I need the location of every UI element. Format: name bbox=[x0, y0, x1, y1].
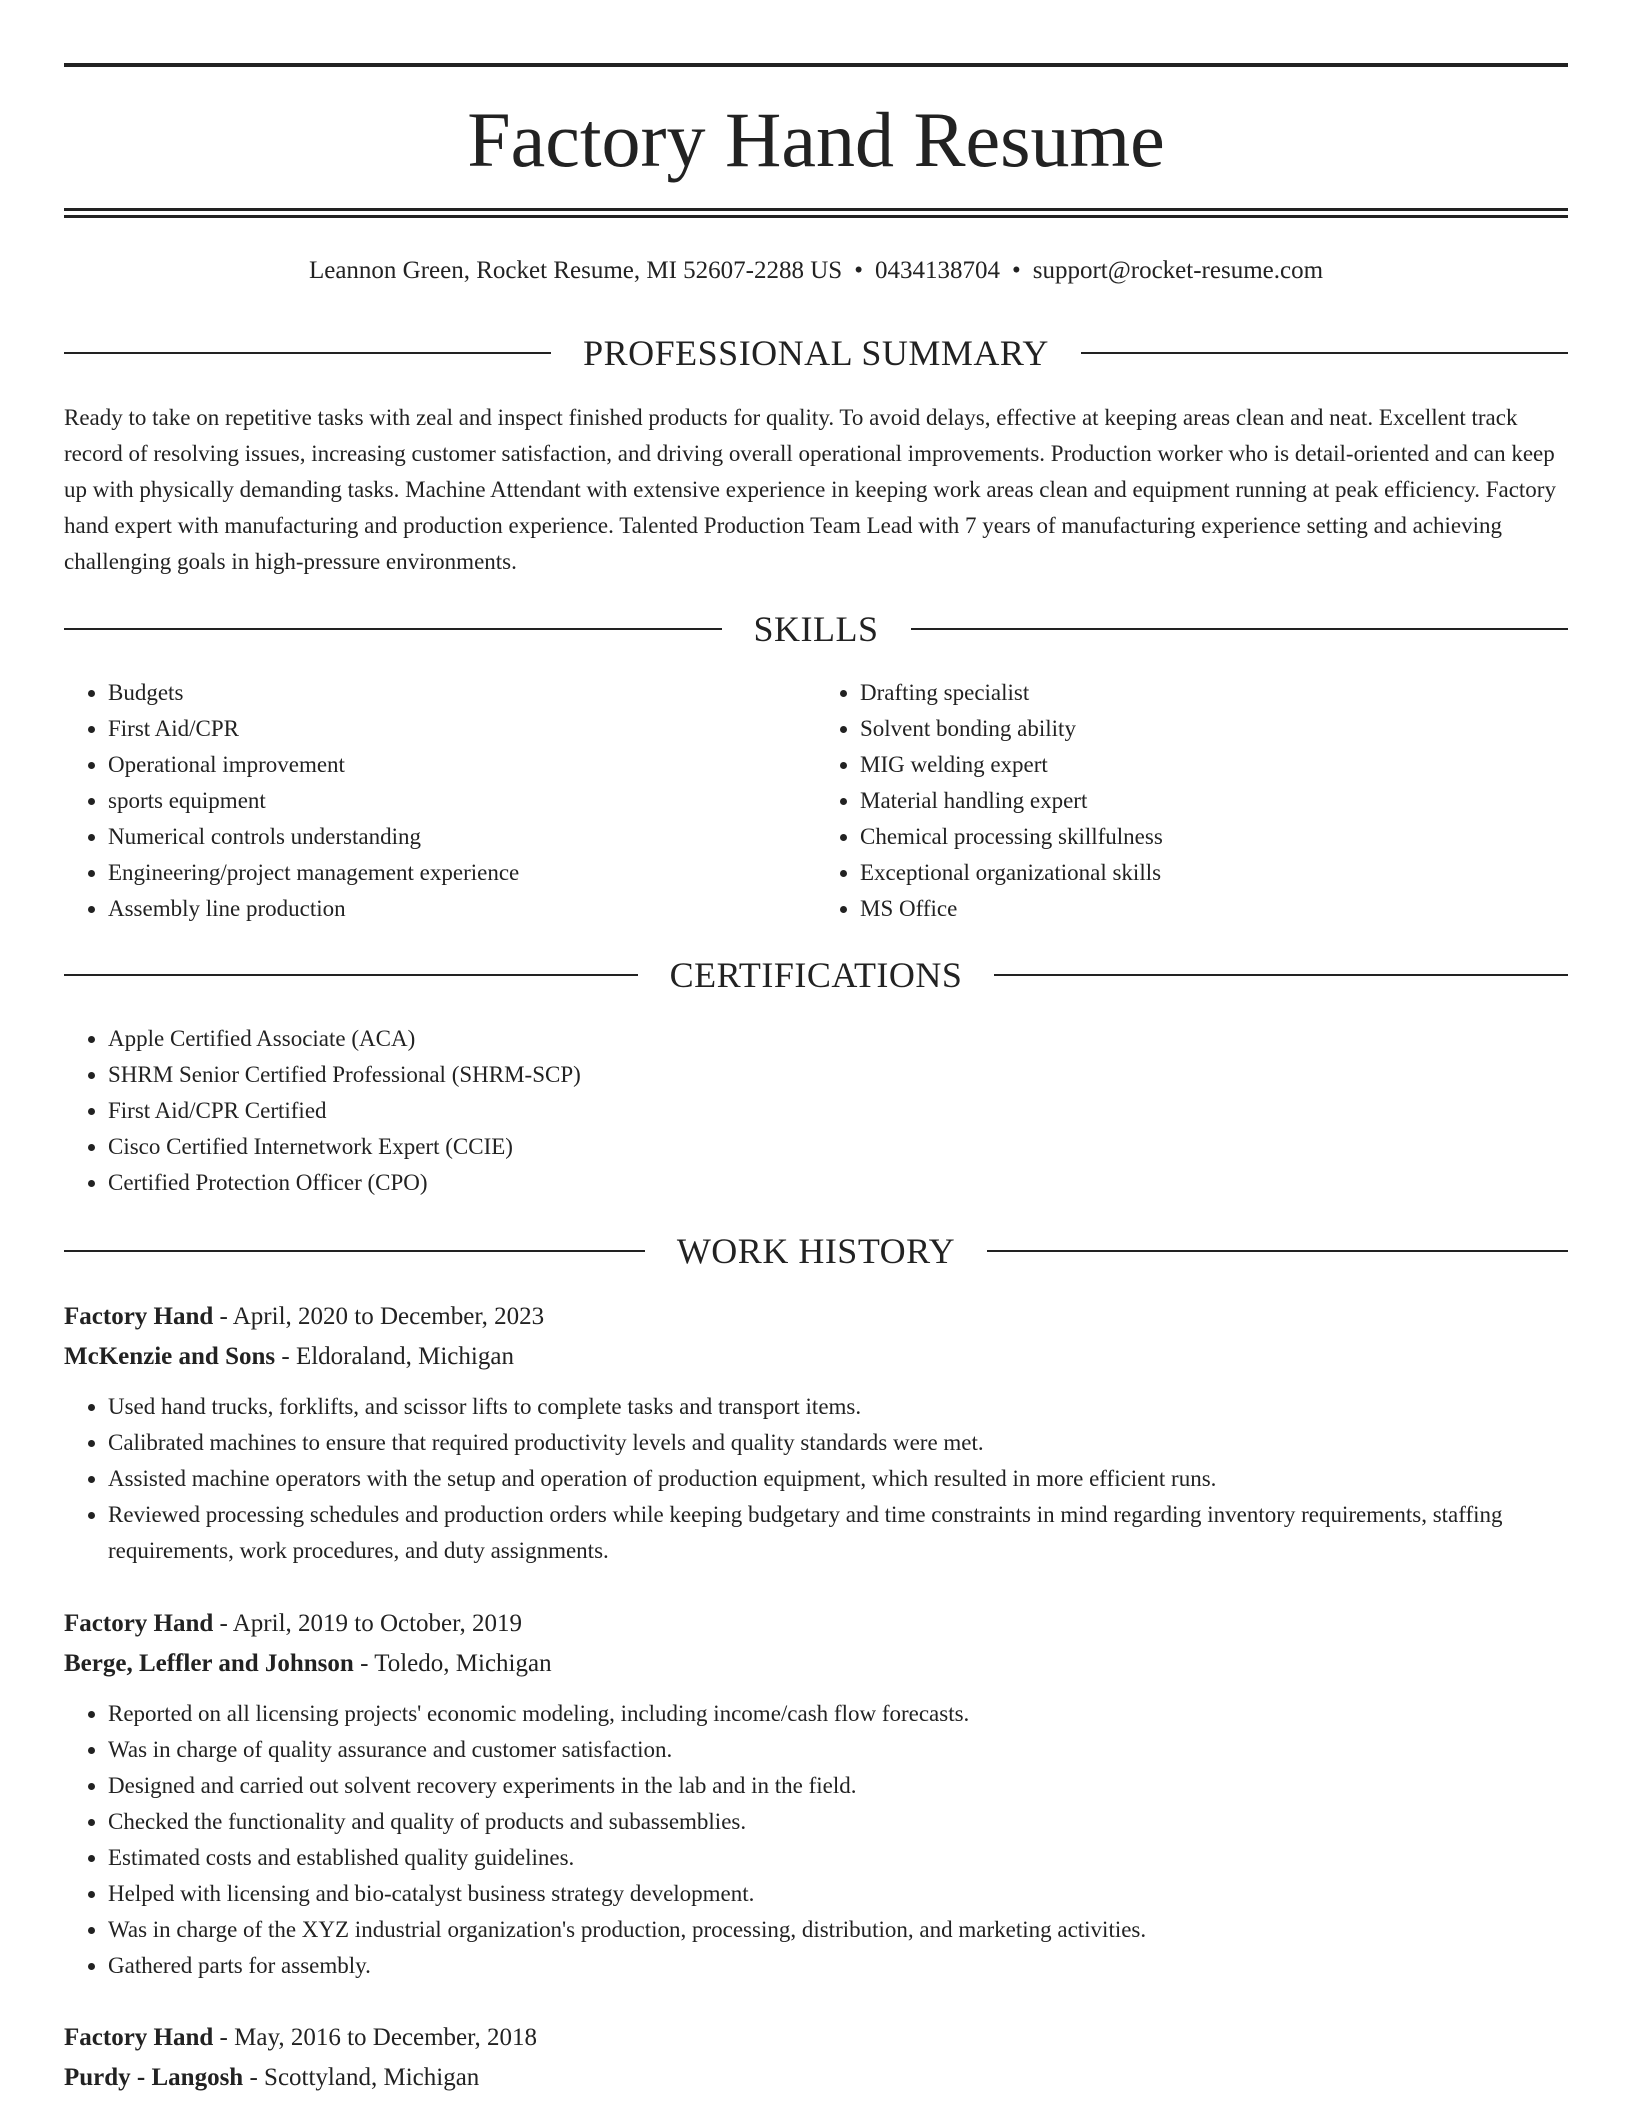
skills-list-left bbox=[64, 675, 816, 927]
job-duty-item: • Reported on all licensing projects' economic modeling, including income/cash flow forecasts. bbox=[108, 1696, 1568, 1732]
skill-item: • First Aid/CPR bbox=[108, 711, 816, 747]
skill-item: • Drafting specialist bbox=[860, 675, 1568, 711]
contact-separator: • bbox=[854, 257, 863, 284]
job-duty-item: • Designed and carried out solvent recovery experiments in the lab and in the field. bbox=[108, 1768, 1568, 1804]
contact-email: support@rocket-resume.com bbox=[1032, 257, 1324, 284]
job-company-line bbox=[64, 2058, 1568, 2098]
certifications-list bbox=[64, 1021, 1568, 1201]
divider-line bbox=[64, 974, 638, 976]
job-duty-item: • Gathered parts for assembly. bbox=[108, 1948, 1568, 1984]
job-duty-item: • Assisted machine operators with the setup and operation of production equipment, which resulted in more efficient runs. bbox=[108, 1461, 1568, 1497]
skill-item: • Material handling expert bbox=[860, 783, 1568, 819]
job-duty-item: • Used hand trucks, forklifts, and scissor lifts to complete tasks and transport items. bbox=[108, 1389, 1568, 1425]
header-double-rule-lower bbox=[64, 215, 1568, 218]
job-location: - Eldoraland, Michigan bbox=[275, 1343, 514, 1370]
work-history-heading-label: WORK HISTORY bbox=[676, 1231, 956, 1271]
job-duty-item: • Was in charge of quality assurance and customer satisfaction. bbox=[108, 1732, 1568, 1768]
summary-section-heading bbox=[64, 331, 1568, 375]
summary-heading-label: PROFESSIONAL SUMMARY bbox=[583, 333, 1049, 373]
job-duty-item: • Helped with licensing and bio-catalyst business strategy development. bbox=[108, 1876, 1568, 1912]
job-company-line bbox=[64, 1644, 1568, 1684]
certification-item: • SHRM Senior Certified Professional (SHRM-SCP) bbox=[108, 1057, 1568, 1093]
divider-line bbox=[64, 352, 551, 354]
certifications-section-heading bbox=[64, 953, 1568, 997]
header-double-rule-upper bbox=[64, 208, 1568, 211]
skill-item: • MS Office bbox=[860, 891, 1568, 927]
certifications-heading-label: CERTIFICATIONS bbox=[669, 955, 963, 995]
job-title: Factory Hand bbox=[64, 1303, 214, 1330]
skill-item: • Budgets bbox=[108, 675, 816, 711]
resume-title: Factory Hand Resume bbox=[467, 96, 1165, 183]
divider-line bbox=[987, 1250, 1568, 1252]
job-company-line bbox=[64, 1337, 1568, 1377]
divider-line bbox=[64, 1250, 645, 1252]
divider-line bbox=[994, 974, 1568, 976]
job-duties-list bbox=[64, 1696, 1568, 1984]
skills-list-right bbox=[816, 675, 1568, 927]
job-location: - Scottyland, Michigan bbox=[243, 2064, 480, 2091]
job-duty-item: • Was in charge of the XYZ industrial organization's production, processing, distribution, and marketing activities. bbox=[108, 1912, 1568, 1948]
contact-separator: • bbox=[1011, 257, 1021, 284]
job-title-line bbox=[64, 1297, 1568, 1337]
job-dates: - April, 2019 to October, 2019 bbox=[213, 1610, 522, 1637]
skills-section-heading bbox=[64, 607, 1568, 651]
certifications-block bbox=[64, 1021, 1568, 1201]
job-duty-item: • Reviewed processing schedules and production orders while keeping budgetary and time constraints in mind regarding inventory requirements, staffing requirements, work procedures, and duty assignments. bbox=[108, 1497, 1568, 1569]
skills-heading-label: SKILLS bbox=[753, 609, 879, 649]
job-dates: - April, 2020 to December, 2023 bbox=[213, 1303, 545, 1330]
contact-line bbox=[64, 255, 1568, 287]
job-duty-item: • Checked the functionality and quality of products and subassemblies. bbox=[108, 1804, 1568, 1840]
job-dates: - May, 2016 to December, 2018 bbox=[213, 2024, 537, 2051]
contact-phone: 0434138704 bbox=[874, 257, 1000, 284]
skill-item: • Solvent bonding ability bbox=[860, 711, 1568, 747]
skill-item: • Chemical processing skillfulness bbox=[860, 819, 1568, 855]
skill-item: • Exceptional organizational skills bbox=[860, 855, 1568, 891]
job-entry bbox=[64, 1297, 1568, 1569]
job-company: Berge, Leffler and Johnson bbox=[64, 1650, 354, 1677]
header-top-rule bbox=[64, 63, 1568, 67]
job-entry bbox=[64, 1604, 1568, 1984]
certification-item: • First Aid/CPR Certified bbox=[108, 1093, 1568, 1129]
job-location: - Toledo, Michigan bbox=[353, 1650, 552, 1677]
divider-line bbox=[64, 628, 722, 630]
job-title: Factory Hand bbox=[64, 1610, 214, 1637]
job-duty-item: • Estimated costs and established quality guidelines. bbox=[108, 1840, 1568, 1876]
job-title: Factory Hand bbox=[64, 2024, 214, 2051]
divider-line bbox=[1081, 352, 1568, 354]
divider-line bbox=[911, 628, 1569, 630]
skill-item: • Assembly line production bbox=[108, 891, 816, 927]
certification-item: • Certified Protection Officer (CPO) bbox=[108, 1165, 1568, 1201]
skill-item: • MIG welding expert bbox=[860, 747, 1568, 783]
skill-item: • Operational improvement bbox=[108, 747, 816, 783]
certification-item: • Cisco Certified Internetwork Expert (CCIE) bbox=[108, 1129, 1568, 1165]
job-title-line bbox=[64, 1604, 1568, 1644]
skills-columns bbox=[64, 675, 1568, 927]
work-history-section-heading bbox=[64, 1229, 1568, 1273]
summary-text: Ready to take on repetitive tasks with zeal and inspect finished products for quality. To avoid delays, effective at keeping areas clean and neat. Excellent track record of resolving issues, increasing customer satisfaction, and driving overall operational improvements. Production worker who is detail-oriented and can keep up with physically demanding tasks. Machine Attendant with extensive experience in keeping work areas clean and equipment running at peak efficiency. Factory hand expert with manufacturing and production experience. Talented Production Team Lead with 7 years of manufacturing experience setting and achieving challenging goals in high-pressure environments. bbox=[64, 405, 1556, 574]
skill-item: • sports equipment bbox=[108, 783, 816, 819]
contact-address: Leannon Green, Rocket Resume, MI 52607-2288 US bbox=[308, 257, 843, 284]
job-title-line bbox=[64, 2018, 1568, 2058]
job-entry bbox=[64, 2018, 1568, 2098]
job-company: McKenzie and Sons bbox=[64, 1343, 276, 1370]
job-duty-item: • Calibrated machines to ensure that required productivity levels and quality standards were met. bbox=[108, 1425, 1568, 1461]
certification-item: • Apple Certified Associate (ACA) bbox=[108, 1021, 1568, 1057]
skill-item: • Numerical controls understanding bbox=[108, 819, 816, 855]
job-duties-list bbox=[64, 1389, 1568, 1569]
skill-item: • Engineering/project management experience bbox=[108, 855, 816, 891]
job-company: Purdy - Langosh bbox=[64, 2064, 244, 2091]
